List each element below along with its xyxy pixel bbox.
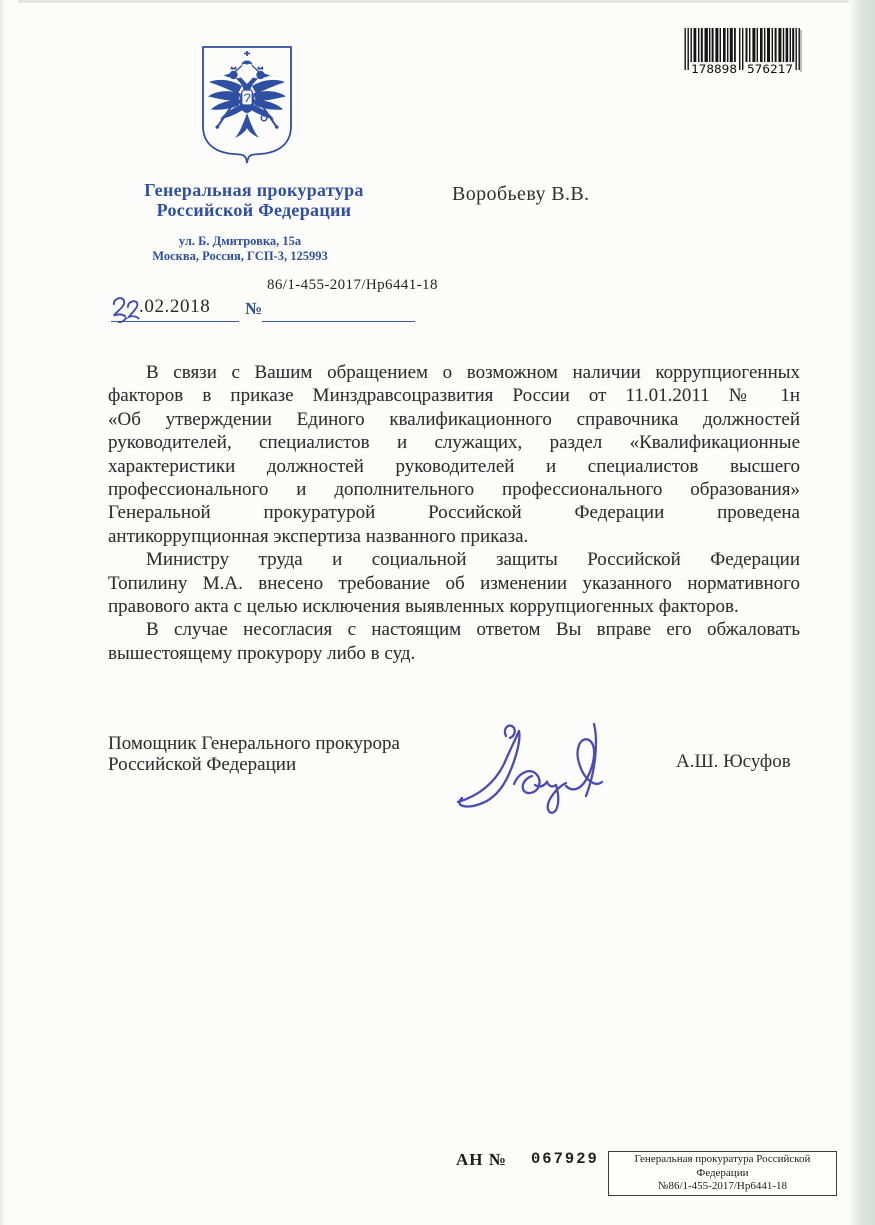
reference-number: 86/1-455-2017/Нр6441-18 (267, 277, 438, 293)
body-line: характеристики должностей руководителей и специалистов высшего (108, 455, 800, 477)
body-line: факторов в приказе Минздравсоцразвития России от 11.01.2011 № 1н (108, 385, 800, 407)
form-series-label: АН № (456, 1150, 507, 1169)
scan-left-edge (0, 0, 5, 1225)
org-name (108, 180, 400, 220)
body-line: антикоррупционная экспертиза названного приказа. (108, 525, 529, 547)
org-address-line1: ул. Б. Дмитровка, 15а (178, 234, 302, 248)
body-line: профессионального и дополнительного профессионального образования» (108, 479, 800, 501)
signer-title-line1: Помощник Генерального прокурора (108, 733, 400, 754)
stamp-line2: Федерации (696, 1166, 749, 1179)
barcode (683, 28, 801, 76)
signer-name: А.Ш. Юсуфов (676, 751, 791, 772)
scan-right-edge (849, 0, 875, 1225)
body-line: правового акта с целью исключения выявленных коррупциогенных факторов. (108, 596, 739, 618)
number-underline (262, 321, 415, 322)
body-line: «Об утверждении Единого квалификационного справочника должностей (108, 408, 800, 430)
body-line: В случае несогласия с настоящим ответом Вы вправе его обжаловать (146, 619, 800, 641)
signer-title-line2: Российской Федерации (108, 754, 297, 775)
body-line: Генеральной прокуратурой Российской Федерации проведена (108, 502, 800, 524)
stamp-line3: №86/1-455-2017/Нр6441-18 (657, 1180, 788, 1193)
registration-stamp-box (608, 1151, 837, 1196)
coat-of-arms-emblem (196, 44, 298, 166)
body-line: Министру труда и социальной защиты Российской Федерации (146, 549, 800, 571)
signer-title (108, 733, 400, 775)
number-sign: № (245, 299, 263, 318)
date-typed: .02.2018 (139, 296, 211, 317)
barcode-digits-right: 576217 (747, 62, 794, 76)
body-line: Топилину М.А. внесено требование об изменении указанного нормативного (108, 572, 800, 594)
barcode-icon (683, 28, 801, 76)
form-series-number: 067929 (531, 1150, 599, 1168)
signature (448, 700, 613, 815)
date-underline (111, 321, 239, 322)
org-address (95, 234, 385, 264)
letter-body (108, 361, 800, 665)
body-line: В связи с Вашим обращением о возможном наличии коррупциогенных (146, 362, 800, 383)
scan-top-edge (18, 0, 849, 3)
org-address-line2: Москва, Россия, ГСП-3, 125993 (152, 249, 328, 263)
org-name-line1: Генеральная прокуратура (144, 180, 364, 200)
barcode-digits-left: 178898 (691, 62, 738, 76)
stamp-line1: Генеральная прокуратура Российской (634, 1153, 811, 1166)
body-line: вышестоящему прокурору либо в суд. (108, 642, 416, 664)
org-name-line2: Российской Федерации (156, 200, 352, 220)
body-line: руководителей, специалистов и служащих, раздел «Квалификационные (108, 432, 800, 454)
signature-ink (448, 700, 613, 815)
russian-eagle-icon (196, 44, 298, 166)
addressee: Воробьеву В.В. (452, 183, 590, 205)
